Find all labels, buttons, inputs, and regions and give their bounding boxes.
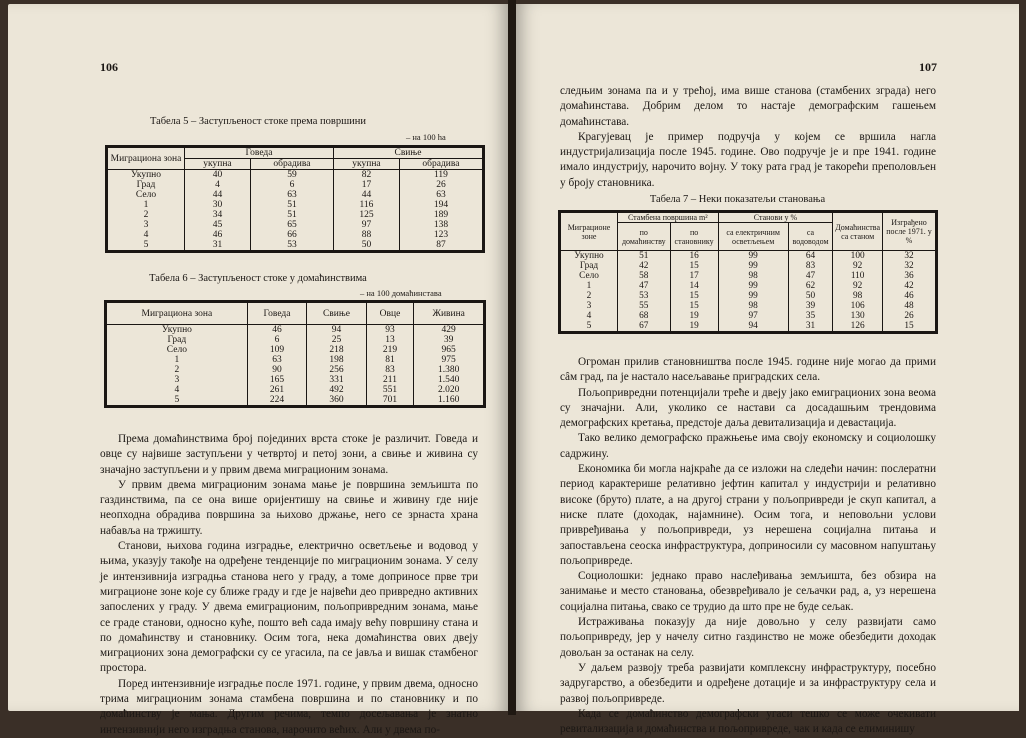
table-row [107, 345, 484, 355]
column-header: по домаћинству [618, 223, 671, 251]
table-row [108, 190, 483, 200]
table-cell: 331 [307, 375, 366, 385]
table-cell: 40 [185, 170, 251, 181]
table-cell: 50 [333, 240, 399, 251]
table-cell: 82 [333, 170, 399, 181]
table-row [561, 281, 936, 291]
table-cell: 51 [250, 210, 333, 220]
table-cell: 2 [107, 365, 248, 375]
table-cell: 42 [618, 261, 671, 271]
table-5 [107, 147, 483, 251]
table-cell: 32 [883, 261, 936, 271]
column-header: Живина [414, 303, 484, 325]
table-row [107, 395, 484, 406]
table-cell: 46 [247, 325, 306, 336]
table-cell: 138 [399, 220, 482, 230]
table-row [108, 220, 483, 230]
table-cell: 256 [307, 365, 366, 375]
table-cell: 26 [399, 180, 482, 190]
paragraph: У првим двема миграционим зонама мање је површина земљишта по газдинствима, па се она више оријентишу на свиње и живину где није неопходна обрадива површина за њихово држање, него се зрнаста храна набавља на тржишту. [100, 478, 478, 537]
table-cell: 13 [366, 335, 414, 345]
table-cell: 55 [618, 301, 671, 311]
table-cell: 25 [307, 335, 366, 345]
table-cell: 429 [414, 325, 484, 336]
column-header: Миграциона зона [107, 303, 248, 325]
table-row [561, 311, 936, 321]
table-cell: 1.380 [414, 365, 484, 375]
table-cell: Град [107, 335, 248, 345]
column-header: Говеда [247, 303, 306, 325]
table-cell: 126 [833, 321, 883, 332]
table-cell: Село [561, 271, 618, 281]
left-page-text [100, 432, 478, 738]
table-cell: 2 [561, 291, 618, 301]
paragraph: Станови, њихова година изградње, електрично осветљење и водовод у њима, указују такође на одређене тенденције по миграционим зонама. У селу је интензивнија изградња станова него у граду, а томе доприносе прве три миграционе зоне које су ближе граду и где је највећи део привредно активних запослених у граду. У двема емиграционим, пољопривредним зонама, мање се граде станови, односно куће, пошто већ сада имају већу површину стана и по домаћинству и становнику. Осим тога, нека домаћинства ових двеју миграционих зона демографски су се угасила, па се јавља и вишак стамбеног простора. [100, 540, 478, 675]
paragraph: Тако велико демографско пражњење има своју економску и социолошку садржину. [560, 432, 936, 460]
table-cell: 4 [185, 180, 251, 190]
paragraph: Огроман прилив становништва после 1945. године није могао да прими сâм град, па је настало насељавање приградских села. [560, 356, 936, 384]
table-cell: 34 [185, 210, 251, 220]
table-cell: 165 [247, 375, 306, 385]
table-cell: 26 [883, 311, 936, 321]
table-cell: 211 [366, 375, 414, 385]
right-page [516, 4, 1019, 736]
table-cell: 32 [883, 251, 936, 262]
table-cell: 94 [307, 325, 366, 336]
table-row [107, 365, 484, 375]
table-cell: 62 [788, 281, 833, 291]
table-cell: Село [107, 345, 248, 355]
table-row [561, 301, 936, 311]
table-row [561, 321, 936, 332]
left-page [8, 4, 508, 736]
table-cell: 261 [247, 385, 306, 395]
table-cell: 39 [414, 335, 484, 345]
table-cell: 44 [333, 190, 399, 200]
table-cell: 63 [247, 355, 306, 365]
table-row [108, 230, 483, 240]
table-cell: 975 [414, 355, 484, 365]
table-caption: Табела 7 – Неки показатељи становања [649, 194, 826, 205]
table-cell: 100 [833, 251, 883, 262]
table-cell: 66 [250, 230, 333, 240]
table-cell: 98 [833, 291, 883, 301]
table-cell: 88 [333, 230, 399, 240]
paragraph: Поред интензивније изградње после 1971. године, у првим двема, односно трима миграционим зонама стамбена површина и по становнику и по домаћинству је мања. Другим речима, темпо досељавања је знатно интензивнији него изградња станова, нарочито већих. Али у двема по- [100, 677, 478, 736]
table-cell: 47 [618, 281, 671, 291]
table-cell: 46 [185, 230, 251, 240]
table-caption: Табела 5 – Заступљеност стоке према површини [149, 116, 367, 127]
table-cell: 1 [561, 281, 618, 291]
table-cell: 4 [561, 311, 618, 321]
column-header: по становнику [670, 223, 718, 251]
table-cell: 53 [250, 240, 333, 251]
table-cell: 65 [250, 220, 333, 230]
table-cell: 116 [333, 200, 399, 210]
table-cell: 14 [670, 281, 718, 291]
table-row [107, 355, 484, 365]
table-cell: 194 [399, 200, 482, 210]
table-cell: 15 [883, 321, 936, 332]
table-cell: 15 [670, 291, 718, 301]
paragraph: Социолошки: једнако право наслеђивања земљишта, без обзира на занимање и место становања, обезвређивало је сељачки рад, а, уз нерешена социјална питања, свако се трудио да што пре не буде сељак. [560, 570, 936, 613]
table-row [108, 200, 483, 210]
table-cell: 125 [333, 210, 399, 220]
table-cell: 98 [718, 271, 788, 281]
paragraph: Када се домаћинство демографски угаси тешко се може очекивати ревитализација и домаћинства и пољопривреде, чак и када се елиминишу [560, 707, 936, 736]
table-row [108, 180, 483, 190]
table-cell: 189 [399, 210, 482, 220]
table-cell: 99 [718, 291, 788, 301]
table-7 [560, 212, 936, 332]
table-row [561, 291, 936, 301]
table-cell: 31 [185, 240, 251, 251]
table-cell: 15 [670, 301, 718, 311]
table-cell: 16 [670, 251, 718, 262]
table-cell: 198 [307, 355, 366, 365]
table-unit: – на 100 домаћинстава [360, 288, 442, 298]
table-cell: 39 [788, 301, 833, 311]
paragraph: Крагујевац је пример подручја у којем се вршила нагла индустријализација после 1945. године. Ово подручје је и пре 1941. године имало индустрију, нарочито војну. У току рата град је такорећи преполовљен у броју становника. [560, 130, 936, 189]
paragraph: У даљем развоју треба развијати комплексну инфраструктуру, посебно задругарство, а обезбедити и одређене дотације и за инфраструктуру села и развој пољопривреде. [560, 661, 936, 705]
table-cell: 1.160 [414, 395, 484, 406]
right-page-text-bottom [560, 355, 936, 737]
column-header: обрадива [399, 159, 482, 170]
table-row [108, 170, 483, 181]
table-cell: 17 [333, 180, 399, 190]
paragraph: Истраживања показују да није довољно у селу развијати само пољопривреду, јер у начелу ситно газдинство не може обезбедити доходак довољан за останак на селу. [560, 616, 936, 659]
paragraph: Пољопривредни потенцијали треће и двеју јако емиграционих зона веома су значајни. Али, уколико се настави са досадашњим трендовима демографских кретања, предстоје даља девитализација и девастација. [560, 386, 936, 430]
table-cell: 2 [108, 210, 185, 220]
table-row [107, 375, 484, 385]
table-row [107, 325, 484, 336]
table-cell: 109 [247, 345, 306, 355]
table-cell: Укупно [561, 251, 618, 262]
table-row [107, 335, 484, 345]
table-cell: 1.540 [414, 375, 484, 385]
table-cell: 30 [185, 200, 251, 210]
table-cell: 97 [718, 311, 788, 321]
table-cell: 47 [788, 271, 833, 281]
table-cell: Град [108, 180, 185, 190]
table-cell: 92 [833, 261, 883, 271]
table-cell: 53 [618, 291, 671, 301]
table-cell: 218 [307, 345, 366, 355]
page-number: 106 [100, 60, 118, 74]
table-caption: Табела 6 – Заступљеност стоке у домаћинствима [149, 273, 367, 284]
table-6 [106, 302, 484, 406]
table-cell: 3 [561, 301, 618, 311]
table-cell: 4 [107, 385, 248, 395]
table-row [108, 210, 483, 220]
table-cell: 68 [618, 311, 671, 321]
table-cell: 90 [247, 365, 306, 375]
table-cell: 97 [333, 220, 399, 230]
table-cell: 50 [788, 291, 833, 301]
column-header: Миграциона зона [108, 148, 185, 170]
table-cell: 219 [366, 345, 414, 355]
table-cell: 92 [833, 281, 883, 291]
table-row [561, 271, 936, 281]
table-cell: 46 [883, 291, 936, 301]
table-cell: 19 [670, 311, 718, 321]
table-cell: 123 [399, 230, 482, 240]
table-cell: 31 [788, 321, 833, 332]
table-cell: 99 [718, 251, 788, 262]
table-cell: 93 [366, 325, 414, 336]
right-page-text-top [560, 84, 936, 191]
table-row [561, 251, 936, 262]
table-cell: 6 [247, 335, 306, 345]
table-cell: 83 [788, 261, 833, 271]
table-cell: 5 [561, 321, 618, 332]
table-cell: 67 [618, 321, 671, 332]
table-cell: 63 [399, 190, 482, 200]
column-header: Домаћинства са станом [833, 213, 883, 251]
table-cell: Град [561, 261, 618, 271]
column-header: Свиње [307, 303, 366, 325]
table-unit: – на 100 ha [406, 132, 446, 142]
table-cell: 59 [250, 170, 333, 181]
table-cell: 224 [247, 395, 306, 406]
table-cell: 94 [718, 321, 788, 332]
table-cell: 965 [414, 345, 484, 355]
table-cell: 64 [788, 251, 833, 262]
table-cell: 58 [618, 271, 671, 281]
table-cell: 51 [250, 200, 333, 210]
paragraph: Према домаћинствима број појединих врста стоке је различит. Говеда и овце су највише заступљени у четвртој и петој зони, а свиње и живина су значајно заступљени и у првим двема миграционим зонама. [100, 433, 478, 476]
table-cell: 87 [399, 240, 482, 251]
table-cell: 15 [670, 261, 718, 271]
table-row [561, 261, 936, 271]
table-cell: 44 [185, 190, 251, 200]
table-cell: 701 [366, 395, 414, 406]
table-cell: 4 [108, 230, 185, 240]
table-cell: 98 [718, 301, 788, 311]
column-header: укупна [333, 159, 399, 170]
table-cell: 63 [250, 190, 333, 200]
paragraph: следњим зонама па и у трећој, има више станова (стамбених зграда) него домаћинстава. Добрим делом то настаје демографским гашењем домаћинстава. [560, 85, 936, 128]
column-header: обрадива [250, 159, 333, 170]
table-cell: 106 [833, 301, 883, 311]
column-header: са електричним осветљењем [718, 223, 788, 251]
column-header: са водоводом [788, 223, 833, 251]
table-cell: 3 [107, 375, 248, 385]
table-cell: 35 [788, 311, 833, 321]
table-cell: 3 [108, 220, 185, 230]
table-cell: Село [108, 190, 185, 200]
table-cell: Укупно [108, 170, 185, 181]
table-cell: 99 [718, 281, 788, 291]
table-cell: 51 [618, 251, 671, 262]
table-cell: 360 [307, 395, 366, 406]
table-cell: 119 [399, 170, 482, 181]
column-header: Свиње [333, 148, 482, 159]
table-cell: 45 [185, 220, 251, 230]
table-cell: 42 [883, 281, 936, 291]
column-header: Миграционе зоне [561, 213, 618, 251]
book-gutter [508, 0, 516, 715]
column-header: укупна [185, 159, 251, 170]
column-header: Говеда [185, 148, 334, 159]
table-cell: 5 [107, 395, 248, 406]
table-cell: 99 [718, 261, 788, 271]
table-cell: 19 [670, 321, 718, 332]
column-header: Изграђено после 1971. у % [883, 213, 936, 251]
table-row [107, 385, 484, 395]
table-cell: 5 [108, 240, 185, 251]
table-cell: 17 [670, 271, 718, 281]
column-header: Овце [366, 303, 414, 325]
table-cell: 6 [250, 180, 333, 190]
table-cell: 1 [108, 200, 185, 210]
table-cell: 48 [883, 301, 936, 311]
table-row [108, 240, 483, 251]
table-cell: 1 [107, 355, 248, 365]
column-header: Стамбена површина m² [618, 213, 719, 223]
table-cell: Укупно [107, 325, 248, 336]
column-header: Станови у % [718, 213, 833, 223]
table-cell: 2.020 [414, 385, 484, 395]
table-cell: 551 [366, 385, 414, 395]
table-cell: 110 [833, 271, 883, 281]
table-cell: 83 [366, 365, 414, 375]
table-cell: 81 [366, 355, 414, 365]
table-cell: 36 [883, 271, 936, 281]
table-cell: 492 [307, 385, 366, 395]
paragraph: Економика би могла најкраће да се изложи на следећи начин: послератни период карактерише релативно јефтин капитал у индустрији и релативно високе (бруто) плате, а на другој страни у пољопривреди је скуп капитал, а ниске плате (доходак, најамнине). Осим тога, и неповољни услови привређивања у пољопривреди, уз нерешена социјална питања и запостављена сеоска инфраструктура, доприносили су масовном напуштању пољопривреде. [560, 463, 936, 567]
table-cell: 130 [833, 311, 883, 321]
page-number: 107 [919, 60, 937, 74]
